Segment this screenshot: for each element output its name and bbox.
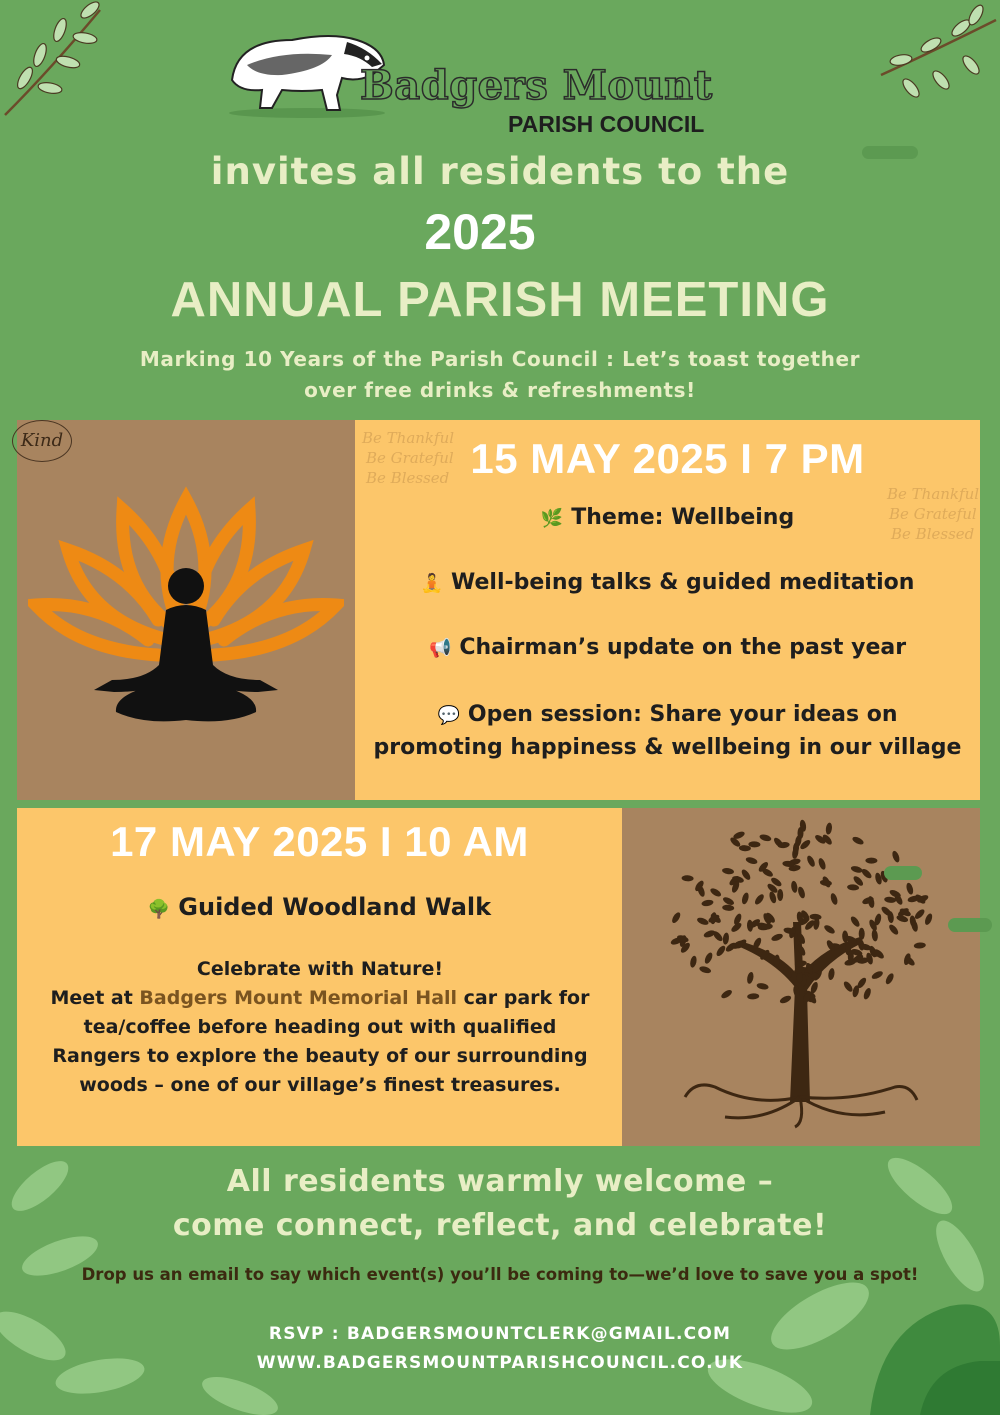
tree-leaf	[689, 955, 697, 968]
event2-title-text: Guided Woodland Walk	[178, 893, 492, 921]
tree-leaf	[891, 850, 901, 863]
tree-leaf	[715, 944, 727, 957]
tree-leaf	[913, 908, 926, 921]
megaphone-icon: 📢	[428, 638, 452, 659]
tree-leaf	[847, 884, 859, 891]
contact-info	[0, 1320, 1000, 1378]
tree-leaf	[871, 929, 878, 942]
tree-leaf	[753, 893, 765, 906]
speech-bubble-icon: 💬	[437, 705, 460, 726]
tree-leaf	[696, 916, 709, 926]
decor-dash	[884, 866, 922, 880]
event1-open-line-2: promoting happiness & wellbeing in our village	[373, 735, 962, 760]
tree-leaf	[703, 951, 714, 964]
tree-leaf	[905, 882, 914, 895]
kind-logo-text: Kind	[20, 430, 64, 451]
decor-dash	[948, 918, 992, 932]
meeting-title: ANNUAL PARISH MEETING	[170, 273, 830, 327]
leaf-branch-icon	[0, 0, 120, 120]
tree-leaf	[722, 867, 735, 875]
tree-leaf	[759, 833, 772, 842]
tree-leaf	[709, 887, 722, 898]
tree-leaf	[741, 892, 750, 905]
tree-leaf	[670, 911, 681, 924]
tree-leaf	[703, 929, 716, 939]
meditating-person-icon: 🧘	[420, 573, 444, 594]
tree-leaf	[739, 845, 751, 852]
intro-line: invites all residents to the	[210, 150, 790, 193]
event2-meet-prefix: Meet at	[50, 987, 133, 1009]
tree-leaf	[851, 835, 864, 846]
script-line-3: Be Blessed	[366, 469, 450, 487]
website-link[interactable]: WWW.BADGERSMOUNTPARISHCOUNCIL.CO.UK	[256, 1353, 744, 1373]
script-line-1: Be Thankful	[887, 485, 980, 503]
tree-leaf	[829, 892, 838, 905]
tree-leaf	[797, 886, 806, 899]
welcome-line-1: All residents warmly welcome –	[226, 1164, 774, 1199]
tree-leaf	[924, 913, 934, 926]
event1-heading: 15 MAY 2025 I 7 PM	[470, 435, 865, 482]
tree-leaf	[860, 867, 873, 879]
tree-leaf	[884, 972, 895, 985]
script-line-3: Be Blessed	[891, 525, 975, 543]
lotus-meditation-icon	[28, 480, 344, 740]
leaf-branch-icon	[876, 0, 1000, 120]
tree-leaf	[747, 920, 754, 932]
tree-leaf	[768, 891, 777, 904]
tree-leaf	[701, 899, 714, 907]
event2-description	[20, 955, 620, 1100]
event1-open-line-1: Open session: Share your ideas on	[467, 702, 898, 727]
brand-subtitle: PARISH COUNCIL	[508, 111, 705, 137]
tree-leaf	[825, 822, 833, 835]
welcome-line-2: come connect, reflect, and celebrate!	[172, 1208, 828, 1243]
event2-meet-line	[20, 984, 620, 1013]
tree-leaf	[806, 854, 817, 867]
tree-icon: 🌳	[147, 899, 171, 920]
tree-leaf	[720, 988, 733, 1000]
event2-line-3: tea/coffee before heading out with qualified	[83, 1016, 557, 1038]
tree-leaf	[888, 923, 900, 936]
tree-leaf	[710, 912, 718, 925]
event1-talks-text: Well-being talks & guided meditation	[451, 570, 915, 595]
event1-talks	[355, 570, 980, 595]
tree-leaf	[681, 875, 693, 882]
tree-leaf	[862, 987, 872, 1000]
tree-leaf	[779, 994, 792, 1005]
tree-leaf	[823, 924, 836, 936]
tree-leaf	[827, 968, 835, 981]
tree-leaf	[809, 913, 821, 920]
script-line-2: Be Grateful	[366, 449, 454, 467]
tagline-line-2: over free drinks & refreshments!	[304, 378, 696, 402]
tree-leaf	[748, 841, 760, 847]
tree-leaf	[777, 889, 783, 901]
event2-meet-suffix: car park for	[463, 987, 590, 1009]
tree-leaf	[770, 932, 783, 942]
event2-venue: Badgers Mount Memorial Hall	[139, 987, 458, 1009]
event1-chairman-text: Chairman’s update on the past year	[459, 635, 907, 660]
rsvp-note: Drop us an email to say which event(s) you’ll be coming to—we’d love to save you a spot!	[81, 1265, 919, 1284]
tree-leaf	[746, 971, 754, 984]
tagline-line-1: Marking 10 Years of the Parish Council : Let’s toast together	[139, 347, 861, 371]
tree-leaf	[884, 896, 897, 903]
event2-title	[17, 893, 622, 921]
tagline	[90, 344, 910, 406]
tree-leaf	[745, 856, 758, 865]
event1-theme-text: Theme: Wellbeing	[571, 505, 795, 530]
tree-leaf	[756, 982, 769, 990]
event1-theme	[355, 505, 980, 530]
herb-icon: 🌿	[540, 508, 564, 529]
tree-leaf	[871, 970, 884, 981]
year-heading: 2025	[424, 204, 536, 260]
tree-leaf	[842, 980, 854, 993]
tree-leaf	[699, 965, 712, 974]
tree-leaf	[850, 865, 863, 874]
tree-leaf	[722, 932, 729, 945]
welcome-message	[0, 1160, 1000, 1248]
event1-chairman	[355, 635, 980, 660]
script-line-2: Be Grateful	[889, 505, 977, 523]
tree-leaf	[747, 993, 759, 1000]
event2-line-4: Rangers to explore the beauty of our surrounding	[52, 1045, 588, 1067]
tree-leaf	[790, 880, 798, 893]
brand-name: Badgers Mount	[360, 62, 713, 109]
tree-with-roots-icon	[655, 812, 945, 1132]
tree-leaf	[722, 904, 734, 911]
event2-line-5: woods – one of our village’s finest treasures.	[79, 1074, 561, 1096]
tree-leaf	[914, 942, 926, 949]
tree-leaf	[849, 915, 861, 928]
event1-open-session	[355, 699, 980, 764]
tree-leaf	[817, 857, 827, 870]
rsvp-email[interactable]: RSVP : BADGERSMOUNTCLERK@GMAIL.COM	[268, 1324, 732, 1344]
kind-logo	[12, 420, 72, 462]
event2-celebrate: Celebrate with Nature!	[196, 958, 444, 980]
tree-leaf	[865, 857, 877, 863]
event2-heading: 17 MAY 2025 I 10 AM	[110, 818, 529, 865]
script-line-1: Be Thankful	[362, 429, 455, 447]
